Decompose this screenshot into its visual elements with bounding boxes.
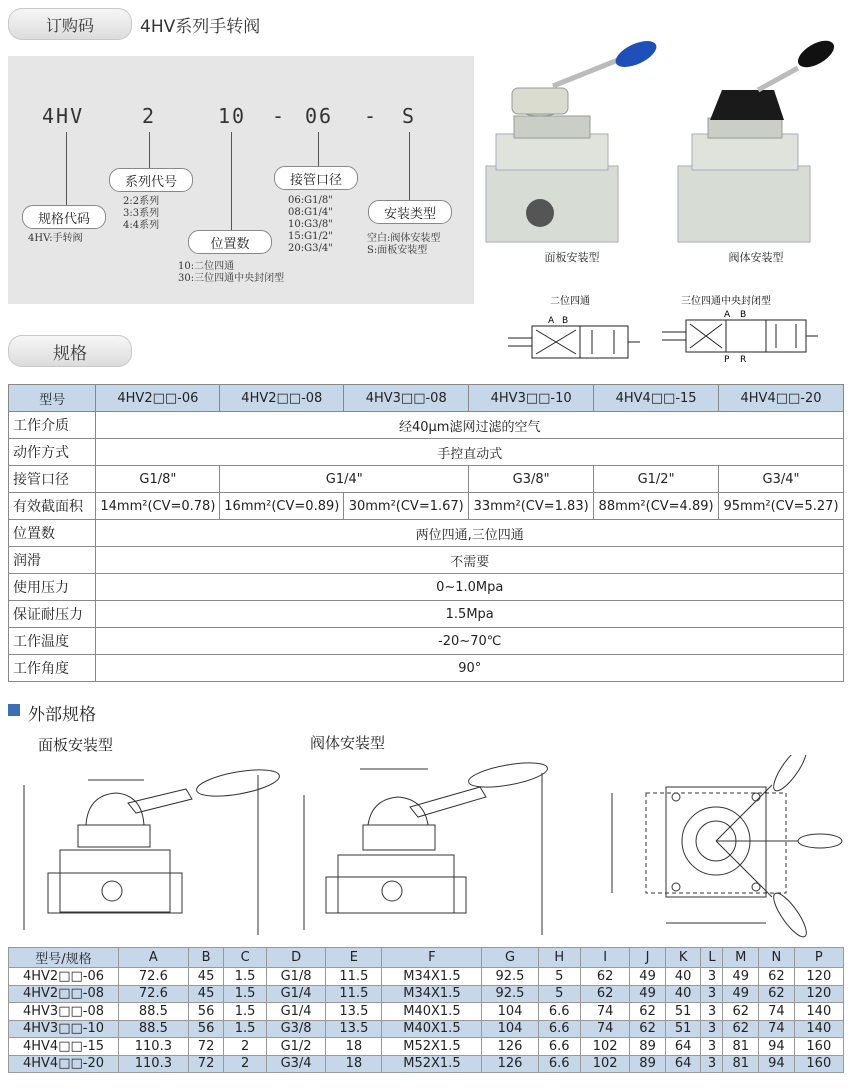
table-cell: G1/4: [266, 985, 325, 1003]
table-cell: M34X1.5: [382, 985, 482, 1003]
dim-header: 型号/规格: [9, 948, 119, 968]
dim-header: F: [382, 948, 482, 968]
table-cell: 2: [224, 1038, 266, 1056]
page-title: 4HV系列手转阀: [140, 17, 261, 37]
table-cell: 56: [188, 1020, 224, 1038]
position-notes: 10:二位四通 30:三位四通中央封闭型: [178, 261, 285, 284]
table-cell: 120: [794, 968, 843, 986]
table-cell: 49: [630, 985, 666, 1003]
table-cell: 49: [723, 985, 759, 1003]
table-cell: 74: [759, 1020, 795, 1038]
tag-position: 位置数: [188, 230, 272, 254]
symbol-right-p: P: [724, 355, 730, 365]
table-cell: 3: [701, 1055, 723, 1073]
circuit-symbols: [500, 290, 840, 365]
table-row: [9, 1003, 844, 1021]
spec-header-model: 型号: [9, 385, 96, 412]
table-cell: 3: [701, 1020, 723, 1038]
table-cell: 140: [794, 1020, 843, 1038]
tag-spec: 规格代码: [22, 205, 106, 229]
table-row: [9, 1020, 844, 1038]
table-cell: 1.5: [224, 985, 266, 1003]
symbol-left-b: B: [562, 316, 569, 326]
dim-header: P: [794, 948, 843, 968]
table-cell: 4HV3□□-08: [9, 1003, 119, 1021]
table-cell: 49: [723, 968, 759, 986]
drawing-panel-title: 面板安装型: [38, 736, 114, 754]
photo-left-caption: 面板安装型: [544, 251, 600, 264]
table-cell: M52X1.5: [382, 1055, 482, 1073]
table-cell: 6.6: [538, 1003, 580, 1021]
dim-header: D: [266, 948, 325, 968]
table-cell: 11.5: [326, 985, 382, 1003]
spec-model: 4HV2□□-08: [220, 385, 344, 412]
dim-header: B: [188, 948, 224, 968]
table-cell: 45: [188, 985, 224, 1003]
table-cell: 140: [794, 1003, 843, 1021]
code-position: 10: [218, 104, 247, 128]
symbol-right-a: A: [724, 310, 731, 320]
table-cell: 74: [759, 1003, 795, 1021]
table-cell: 160: [794, 1038, 843, 1056]
symbol-left-a: A: [548, 316, 555, 326]
tag-mount: 安装类型: [368, 200, 452, 224]
table-cell: M52X1.5: [382, 1038, 482, 1056]
mount-notes: 空白:阀体安装型 S:面板安装型: [367, 233, 441, 256]
table-cell: 62: [723, 1003, 759, 1021]
code-port: 06: [305, 104, 334, 128]
table-cell: G3/4: [266, 1055, 325, 1073]
table-cell: 110.3: [119, 1055, 189, 1073]
dim-header: L: [701, 948, 723, 968]
table-cell: 72: [188, 1055, 224, 1073]
dimension-table: [8, 947, 844, 1073]
table-cell: G1/8: [266, 968, 325, 986]
table-cell: 120: [794, 985, 843, 1003]
table-cell: 102: [580, 1038, 629, 1056]
drawing-body-title: 阀体安装型: [310, 734, 386, 752]
table-cell: 104: [482, 1020, 538, 1038]
dim-header: M: [723, 948, 759, 968]
spec-notes: 4HV:手转阀: [28, 233, 83, 244]
table-cell: 40: [665, 968, 701, 986]
dim-header: E: [326, 948, 382, 968]
spec-model: 4HV4□□-15: [594, 385, 719, 412]
table-cell: 94: [759, 1038, 795, 1056]
table-row: [9, 1038, 844, 1056]
symbol-right-title: 三位四通中央封闭型: [681, 296, 771, 307]
table-cell: 62: [759, 968, 795, 986]
dim-header: H: [538, 948, 580, 968]
code-4hv: 4HV: [42, 104, 85, 128]
dim-header: C: [224, 948, 266, 968]
table-cell: 104: [482, 1003, 538, 1021]
table-cell: 45: [188, 968, 224, 986]
table-cell: 110.3: [119, 1038, 189, 1056]
dim-header: J: [630, 948, 666, 968]
series-notes: 2:2系列 3:3系列 4:4系列: [123, 196, 160, 231]
table-cell: 4HV3□□-10: [9, 1020, 119, 1038]
dimension-drawings: [8, 755, 844, 945]
table-cell: 51: [665, 1003, 701, 1021]
table-cell: 11.5: [326, 968, 382, 986]
table-row: [9, 985, 844, 1003]
ext-section-title: 外部规格: [28, 705, 96, 725]
table-cell: G3/8: [266, 1020, 325, 1038]
table-cell: 13.5: [326, 1003, 382, 1021]
spec-section-tab: 规格: [8, 335, 132, 367]
tag-series: 系列代号: [109, 168, 193, 192]
table-cell: 1.5: [224, 1020, 266, 1038]
table-cell: 81: [723, 1055, 759, 1073]
table-cell: 4HV4□□-15: [9, 1038, 119, 1056]
table-cell: 102: [580, 1055, 629, 1073]
table-cell: 92.5: [482, 968, 538, 986]
table-cell: 56: [188, 1003, 224, 1021]
code-mount: S: [402, 104, 417, 128]
dim-header: G: [482, 948, 538, 968]
table-cell: 3: [701, 968, 723, 986]
table-cell: 4HV2□□-08: [9, 985, 119, 1003]
table-cell: 18: [326, 1038, 382, 1056]
table-row: [9, 968, 844, 986]
table-cell: 89: [630, 1055, 666, 1073]
table-cell: 72.6: [119, 985, 189, 1003]
table-cell: 62: [759, 985, 795, 1003]
table-cell: 5: [538, 985, 580, 1003]
spec-model: 4HV2□□-06: [96, 385, 220, 412]
table-cell: 81: [723, 1038, 759, 1056]
table-cell: 6.6: [538, 1038, 580, 1056]
code-dash1: -: [272, 104, 287, 128]
table-cell: 126: [482, 1038, 538, 1056]
section-marker-icon: [8, 704, 20, 716]
photo-right-caption: 阀体安装型: [728, 251, 784, 264]
table-cell: 64: [665, 1038, 701, 1056]
table-cell: 62: [630, 1003, 666, 1021]
product-photos: [478, 38, 850, 270]
table-cell: 62: [723, 1020, 759, 1038]
table-cell: 49: [630, 968, 666, 986]
table-cell: 5: [538, 968, 580, 986]
spec-model: 4HV3□□-10: [469, 385, 594, 412]
code-dash2: -: [364, 104, 379, 128]
table-cell: 51: [665, 1020, 701, 1038]
table-cell: 92.5: [482, 985, 538, 1003]
table-cell: M40X1.5: [382, 1020, 482, 1038]
table-cell: M40X1.5: [382, 1003, 482, 1021]
table-cell: 4HV4□□-20: [9, 1055, 119, 1073]
table-cell: 126: [482, 1055, 538, 1073]
table-cell: 160: [794, 1055, 843, 1073]
table-cell: 72.6: [119, 968, 189, 986]
tag-port: 接管口径: [274, 166, 358, 190]
symbol-right-r: R: [740, 355, 747, 365]
table-cell: 72: [188, 1038, 224, 1056]
table-cell: 40: [665, 985, 701, 1003]
table-cell: 4HV2□□-06: [9, 968, 119, 986]
dim-header: N: [759, 948, 795, 968]
table-cell: 89: [630, 1038, 666, 1056]
order-code-tab: 订购码: [8, 8, 132, 40]
table-cell: 3: [701, 1038, 723, 1056]
table-cell: 64: [665, 1055, 701, 1073]
table-cell: 1.5: [224, 968, 266, 986]
table-cell: 62: [580, 985, 629, 1003]
dim-header: K: [665, 948, 701, 968]
table-cell: 18: [326, 1055, 382, 1073]
table-cell: 94: [759, 1055, 795, 1073]
symbol-left-title: 二位四通: [550, 296, 590, 307]
symbol-right-b: B: [740, 310, 747, 320]
spec-model: 4HV3□□-08: [344, 385, 469, 412]
code-series: 2: [142, 104, 157, 128]
table-cell: G1/2: [266, 1038, 325, 1056]
dim-header: A: [119, 948, 189, 968]
table-cell: 62: [630, 1020, 666, 1038]
table-cell: 88.5: [119, 1020, 189, 1038]
table-cell: 3: [701, 1003, 723, 1021]
table-cell: 13.5: [326, 1020, 382, 1038]
table-cell: 6.6: [538, 1055, 580, 1073]
table-row: [9, 1055, 844, 1073]
table-cell: 88.5: [119, 1003, 189, 1021]
table-cell: 2: [224, 1055, 266, 1073]
dim-header: I: [580, 948, 629, 968]
spec-model: 4HV4□□-20: [719, 385, 844, 412]
spec-table: 型号 4HV2□□-06 4HV2□□-08 4HV3□□-08 4HV3□□-10 4HV4□□-15 4HV4□□-20 工作介质 经40μm滤网过滤的空气 动作方式 手控直动式 接管口径 G1/8" G1/4" G3/8" G1/2" G3/4" 有效截面积 14mm²(CV=0.78) 16mm²(CV=0.89) 30mm²(CV=1.67) 33mm²(CV=1.83) 88mm²(CV=4.89) 95mm²(CV=5.27) 位置数 两位四通,三位四通 润滑 不需要 使用压力 0~1.0Mpa 保证耐压力 1.5Mpa 工作温度 -20~70℃ 工作角度 90°: [8, 384, 844, 682]
table-cell: 3: [701, 985, 723, 1003]
port-notes: 06:G1/8" 08:G1/4" 10:G3/8" 15:G1/2" 20:G3/4": [288, 195, 333, 254]
table-cell: 74: [580, 1003, 629, 1021]
table-cell: 74: [580, 1020, 629, 1038]
table-cell: 1.5: [224, 1003, 266, 1021]
table-cell: G1/4: [266, 1003, 325, 1021]
table-cell: 62: [580, 968, 629, 986]
table-cell: 6.6: [538, 1020, 580, 1038]
table-cell: M34X1.5: [382, 968, 482, 986]
